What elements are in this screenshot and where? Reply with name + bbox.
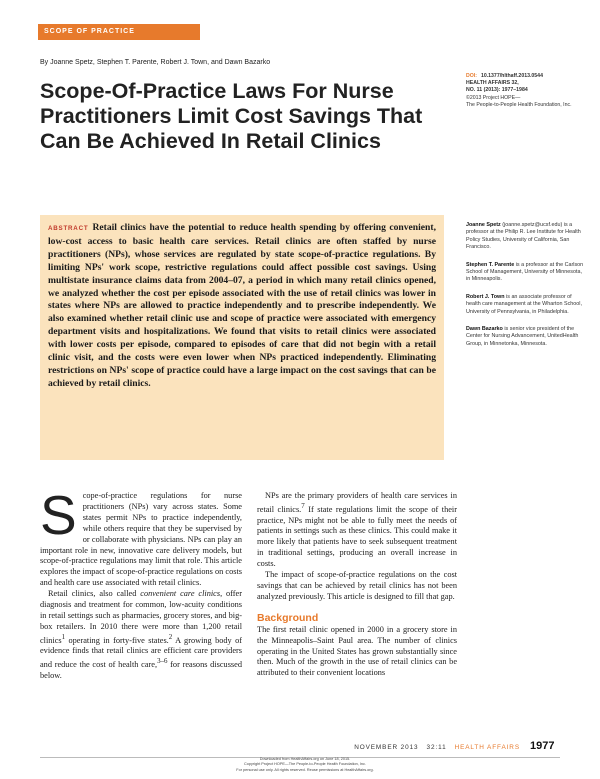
doi-block (466, 73, 576, 109)
section-heading-background: Background (257, 611, 319, 624)
article-title: Scope-Of-Practice Laws For Nurse Practitioners Limit Cost Savings That Can Be Achieved In Retail Clinics (40, 79, 423, 153)
download-note-line: For personal use only. All rights reserved. Reuse permissions at HealthAffairs.org. (236, 767, 374, 772)
reference-marker[interactable]: 1 (61, 633, 66, 641)
page-number: 1977 (530, 740, 555, 752)
doi-label: DOI: (466, 73, 477, 79)
reference-marker[interactable]: 3–6 (157, 658, 168, 666)
author-bio (466, 262, 586, 284)
journal-issue: NO. 11 (2013): 1977–1984 (466, 87, 528, 94)
intro-paragraph (40, 484, 242, 589)
doi-value[interactable]: 10.1377/hlthaff.2013.0544 (480, 73, 543, 79)
download-note (170, 757, 440, 773)
abstract-text (48, 222, 436, 391)
emphasis: convenient care clinics (140, 589, 221, 599)
text-run: A growing body of evidence finds that retail clinics are efficient care providers and reduce the cost of health care, (40, 635, 242, 670)
text-run: operating in forty-five states. (65, 635, 169, 645)
author-name: Stephen T. Parente (466, 261, 515, 268)
abstract-box (40, 215, 444, 460)
author-bio (466, 326, 586, 348)
reference-marker[interactable]: 7 (301, 502, 305, 510)
body-paragraph: The impact of scope-of-practice regulations on the cost savings that can be achieved by retail clinics has not been analyzed previously. This article is designed to fill that gap. (257, 570, 457, 601)
body-paragraph: The first retail clinic opened in 2000 in a grocery store in the Minneapolis–Saint Paul area. The number of clinics operating in the United States has grown substantially since then. Much of the growth in the use of retail clinics can be attributed to their convenient locations (257, 624, 457, 678)
author-bio-text: (joanne.spetz@ucsf.edu) is a professor at the Philip R. Lee Institute for Health Policy Studies, University of California, San Francisco. (466, 222, 581, 251)
author-bio-text: is an associate professor of health care management at the Wharton School, University of Pennsylvania, in Philadelphia. (466, 293, 582, 315)
download-note-line: Downloaded from HealthAffairs.org on June 18, 2015. (259, 757, 351, 761)
issue-date: NOVEMBER 2013 (354, 744, 419, 751)
journal-name: HEALTH AFFAIRS 32, (466, 80, 519, 87)
author-bio-text: is senior vice president of the Center for Nursing Advancement, UnitedHealth Group, in Minnetonka, Minnesota. (466, 326, 579, 347)
body-paragraph (40, 589, 242, 682)
footer-journal: HEALTH AFFAIRS (454, 744, 520, 751)
reference-marker[interactable]: 2 (168, 633, 173, 641)
doi-line (466, 73, 576, 80)
text-run: Retail clinics, also called (48, 589, 141, 599)
running-footer (0, 744, 520, 751)
author-bio-text: is a professor at the Carlson School of Management, University of Minnesota, in Minneapolis. (466, 261, 584, 283)
copyright: ©2013 Project HOPE— (466, 94, 521, 101)
author-bios (466, 222, 586, 358)
intro-text: cope-of-practice regulations for nurse practitioners (NPs) vary across states. Some states permit NPs to practice independently, while others require that they be supervised by or collaborate with physicians. NPs can play an important role in new, innovative care delivery models, but scope-of-practice regulations may limit that role. This article explores the impact of scope-of-practice regulations on costs and health care use associated with retail clinics. (40, 491, 242, 588)
issue-volume: 32:11 (426, 744, 447, 751)
text-run: for reasons discussed below. (40, 660, 242, 681)
text-run: If state regulations limit the scope of their practice, NPs might not be able to fully meet the needs of patients in settings such as these clinics. This could make it more likely that patients have to seek subsequent treatment in traditional settings, producing an overall increase in costs. (257, 504, 457, 569)
section-label: SCOPE OF PRACTICE (38, 24, 200, 40)
body-column-right (257, 491, 457, 679)
publisher: The People-to-People Health Foundation, Inc. (466, 101, 572, 108)
author-bio (466, 222, 586, 252)
abstract-body: Retail clinics have the potential to reduce health spending by offering convenient, low-cost access to basic health care services. Retail clinics are often staffed by nurse practitioners (NPs), whose services are regulated by state scope-of-practice regulations. By limiting NPs' work scope, restrictive regulations could affect possible cost savings. Using multistate insurance claims data from 2004–07, a period in which many retail clinics opened, we analyzed whether the cost per episode associated with the use of retail clinics was lower in states where NPs are allowed to practice independently and to prescribe independently. We also examined whether retail clinic use and scope of practice were associated with emergency department visits and hospitalizations. We found that visits to retail clinics were associated with lower costs per episode, compared to episodes of care that did not begin with a retail clinic visit, and the costs were even lower when NPs practiced independently. Eliminating restrictions on NPs' scope of practice could have a large impact on the cost savings that can be achieved by retail clinics. (48, 222, 436, 389)
drop-cap: S (40, 484, 77, 546)
body-column-left (40, 484, 242, 682)
author-name: Robert J. Town (466, 293, 505, 300)
author-name: Joanne Spetz (466, 222, 501, 228)
text-run: NPs are the primary providers of health care services in retail clinics. (257, 491, 457, 514)
text-run: , offer diagnosis and treatment for common, low-acuity conditions in retail settings such as pharmacies, grocery stores, and big-box retailers. In 2010 there were more than 1,200 retail clinics (40, 589, 242, 645)
abstract-label: ABSTRACT (48, 225, 89, 232)
byline: By Joanne Spetz, Stephen T. Parente, Robert J. Town, and Dawn Bazarko (40, 59, 271, 66)
author-bio (466, 294, 586, 316)
body-paragraph (257, 491, 457, 570)
download-note-line: Copyright Project HOPE—The People-to-People Health Foundation, Inc. (244, 762, 366, 767)
author-name: Dawn Bazarko (466, 326, 503, 333)
